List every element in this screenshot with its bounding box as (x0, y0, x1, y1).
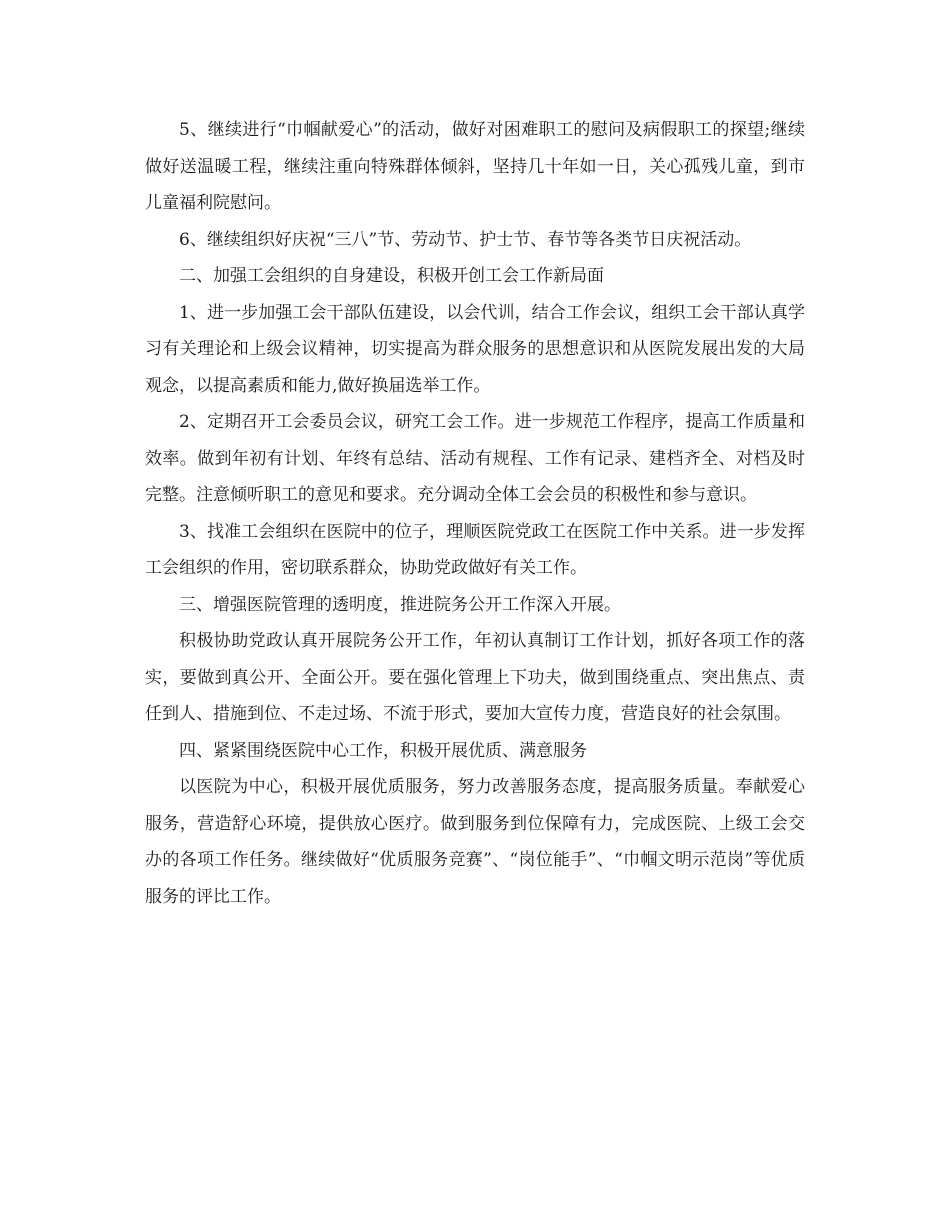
section-heading-4: 四、紧紧围绕医院中心工作，积极开展优质、满意服务 (179, 740, 587, 761)
paragraph-item-2-committee-meetings: 2、定期召开工会委员会议，研究工会工作。进一步规范工作程序，提高工作质量和效率。做到年初有计划、年终有总结、活动有规程、工作有记录、建档齐全、对档及时完整。注意倾听职工的意见和要求。充分调动全体工会会员的积极性和参与意识。 (145, 412, 805, 505)
paragraph-hospital-affairs-openness: 积极协助党政认真开展院务公开工作，年初认真制订工作计划，抓好各项工作的落实，要做到真公开、全面公开。要在强化管理上下功夫，做到围绕重点、突出焦点、责任到人、措施到位、不走过场、不流于形式，要加大宣传力度，营造良好的社会氛围。 (145, 631, 805, 724)
paragraph-item-6-holiday-celebrations: 6、继续组织好庆祝“三八”节、劳动节、护士节、春节等各类节日庆祝活动。 (179, 229, 752, 250)
paragraph-item-3-union-role: 3、找准工会组织在医院中的位子，理顺医院党政工在医院工作中关系。进一步发挥工会组织的作用，密切联系群众，协助党政做好有关工作。 (145, 521, 805, 578)
document-body (145, 112, 805, 915)
paragraph-quality-service: 以医院为中心，积极开展优质服务，努力改善服务态度，提高服务质量。奉献爱心服务，营造舒心环境，提供放心医疗。做到服务到位保障有力，完成医院、上级工会交办的各项工作任务。继续做好“优质服务竞赛”、“岗位能手”、“巾帼文明示范岗”等优质服务的评比工作。 (145, 777, 805, 907)
section-heading-3: 三、增强医院管理的透明度，推进院务公开工作深入开展。 (179, 594, 621, 615)
paragraph-item-5-care-activities: 5、继续进行“巾帼献爱心”的活动，做好对困难职工的慰问及病假职工的探望;继续做好送温暖工程，继续注重向特殊群体倾斜，坚持几十年如一日，关心孤残儿童，到市儿童福利院慰问。 (145, 120, 805, 213)
section-heading-2: 二、加强工会组织的自身建设，积极开创工会工作新局面 (179, 266, 604, 286)
paragraph-item-1-cadre-building: 1、进一步加强工会干部队伍建设，以会代训，结合工作会议，组织工会干部认真学习有关理论和上级会议精神，切实提高为群众服务的思想意识和从医院发展出发的大局观念，以提高素质和能力,做好换届选举工作。 (145, 302, 805, 396)
